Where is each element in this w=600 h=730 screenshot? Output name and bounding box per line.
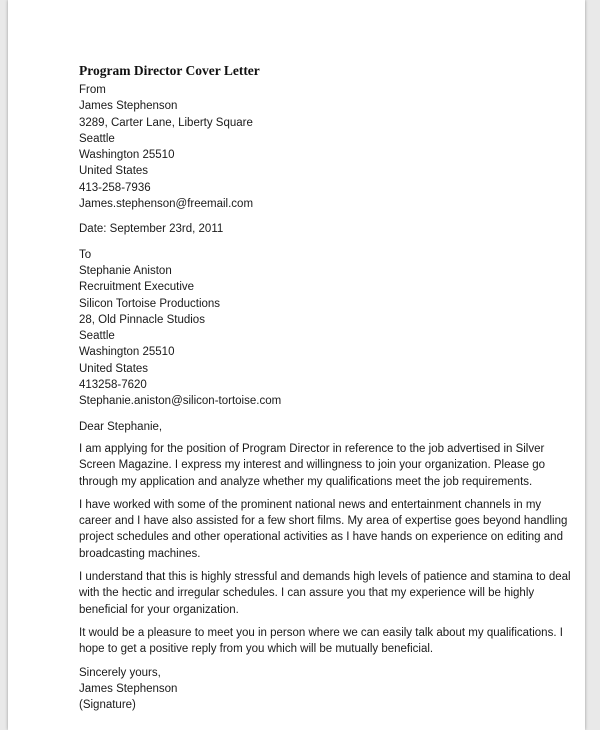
recipient-email: Stephanie.aniston@silicon-tortoise.com <box>79 395 282 408</box>
sender-zip-line: Washington 25510 <box>79 149 175 162</box>
letter-content <box>79 62 571 713</box>
sender-email: James.stephenson@freemail.com <box>79 198 254 211</box>
closing: Sincerely yours, <box>79 666 161 679</box>
sender-country: United States <box>79 165 149 178</box>
paragraph-line: I am applying for the position of Program Director in reference to the job advertised in Silver <box>79 442 545 455</box>
paragraph-closing <box>79 625 563 658</box>
paragraph-application <box>79 441 559 490</box>
recipient-phone: 413258-7620 <box>79 379 147 392</box>
paragraph-commitment <box>79 569 571 618</box>
paragraph-line: hope to get a positive reply from you which will be mutually beneficial. <box>79 643 434 656</box>
recipient-country: United States <box>79 362 149 375</box>
sender-address: 3289, Carter Lane, Liberty Square <box>79 116 253 129</box>
recipient-position: Recruitment Executive <box>79 281 195 294</box>
paragraph-line: with the hectic and irregular schedules. I can assure you that my experience will be highly <box>79 587 535 600</box>
letter-date: Date: September 23rd, 2011 <box>79 223 224 236</box>
paragraph-line: career and I have also assisted for a few short films. My area of expertise goes beyond handling <box>79 515 568 528</box>
document-page <box>8 0 585 730</box>
signature-block <box>79 665 559 714</box>
paragraph-line: It would be a pleasure to meet you in person where we can easily talk about my qualifications. I <box>79 626 563 639</box>
recipient-block <box>79 247 559 410</box>
paragraph-line: through my application and analyze whether my qualifications meet the job requirements. <box>79 475 533 488</box>
from-label: From <box>79 84 106 96</box>
signoff-name: James Stephenson <box>79 682 178 695</box>
sender-name: James Stephenson <box>79 100 178 113</box>
paragraph-line: project schedules and other operational activities as I have hands on experience on editing and <box>79 531 563 544</box>
sender-phone: 413-258-7936 <box>79 181 151 194</box>
signature: (Signature) <box>79 699 136 712</box>
recipient-address: 28, Old Pinnacle Studios <box>79 313 205 326</box>
recipient-company: Silicon Tortoise Productions <box>79 297 221 310</box>
paragraph-line: I have worked with some of the prominent national news and entertainment channels in my <box>79 498 542 511</box>
document-title: Program Director Cover Letter <box>79 63 260 78</box>
paragraph-line: beneficial for your organization. <box>79 603 239 616</box>
recipient-city: Seattle <box>79 330 115 343</box>
recipient-name: Stephanie Aniston <box>79 264 172 277</box>
recipient-zip-line: Washington 25510 <box>79 346 175 359</box>
paragraph-line: Screen Magazine. I express my interest and willingness to join your organization. Please go <box>79 459 545 472</box>
paragraph-experience <box>79 497 568 562</box>
paragraph-line: broadcasting machines. <box>79 547 201 560</box>
sender-block <box>79 82 559 212</box>
salutation: Dear Stephanie, <box>79 420 163 433</box>
sender-city: Seattle <box>79 132 115 145</box>
paragraph-line: I understand that this is highly stressful and demands high levels of patience and stamina to deal <box>79 571 571 584</box>
to-label: To <box>79 248 92 261</box>
